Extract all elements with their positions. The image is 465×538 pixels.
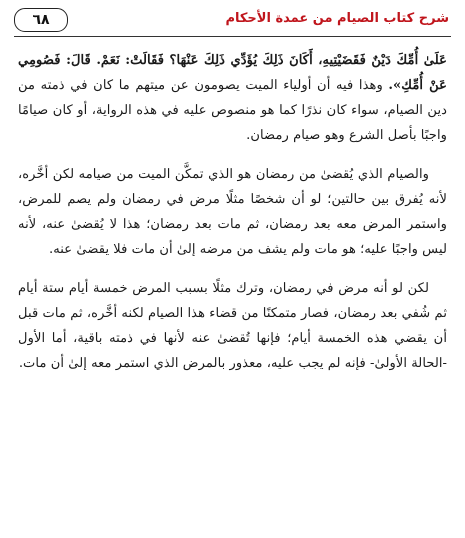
book-title: شرح كتاب الصيام من عمدة الأحكام — [225, 11, 449, 26]
page-number: ٦٨ — [14, 8, 68, 32]
hadith-quote: عَلَىٰ أُمِّكَ دَيْنٌ فَقَضَيْتِيهِ، أَكَانَ ذَلِكَ يُؤَدِّي ذَلِكَ عَنْهَا؟ فَقَالَتْ: نَعَمْ. قَالَ: فَصُومِي عَنْ أُمِّكِ». — [18, 53, 447, 93]
paragraph-1 — [18, 48, 447, 148]
paragraph-3: لكن لو أنه مرض في رمضان، وترك مثلًا بسبب المرض خمسة أيام ستة أيام ثم شُفي بعد رمضان، فصار متمكنًا من قضاء هذا الصيام لكنه أخَّره، ثم مات قبل أن يقضي هذه الخمسة أيام؛ فإنها تُقضىٰ عنه لأنها في ذمته باقية، أما الأول -الحالة الأولىٰ- فإنه لم يجب عليه، معذور بالمرض الذي استمر معه إلىٰ أن مات. — [18, 281, 447, 371]
page-header — [14, 6, 451, 36]
header-divider — [14, 36, 451, 37]
paragraph-1-text: وهذا فيه أن أولياء الميت يصومون عن ميتهم ما كان في ذمته من دين الصيام، سواء كان نذرًا كما هو منصوص عليه في هذه الرواية، أو كان صيامًا واجبًا بأصل الشرع وهو صيام رمضان. — [18, 78, 447, 143]
paragraph-2: والصيام الذي يُقضىٰ من رمضان هو الذي تمكَّن الميت من صيامه لكن أخَّره، لأنه يُفرق بين حالتين؛ لو أن شخصًا مثلًا مرض في رمضان ولم يصم للمرض، واستمر المرض معه بعد رمضان، ثم مات بعد رمضان؛ هذا لا يُقضىٰ عنه، لأنه ليس واجبًا عليه؛ هو مات ولم يشف من مرضه إلىٰ أن مات فلا يقضىٰ عنه. — [18, 167, 447, 257]
page-body — [18, 48, 447, 390]
